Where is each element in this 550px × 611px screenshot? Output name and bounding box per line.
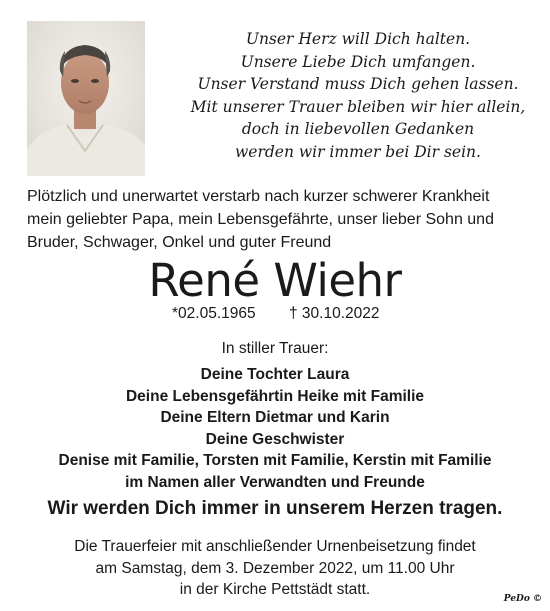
- publisher-logo: PeDo ©: [503, 594, 542, 604]
- portrait-photo: [27, 21, 145, 176]
- intro-line: Bruder, Schwager, Onkel und guter Freund: [27, 234, 332, 251]
- motto: Wir werden Dich immer in unserem Herzen tragen.: [47, 498, 503, 519]
- funeral-info: [0, 536, 550, 601]
- family-line: im Namen aller Verwandten und Freunde: [125, 473, 425, 491]
- family-line: Deine Eltern Dietmar und Karin: [160, 409, 390, 426]
- intro-text: [27, 185, 537, 254]
- death-date: † 30.10.2022: [289, 305, 380, 322]
- intro-line: mein geliebter Papa, mein Lebensgefährte, unser lieber Sohn und: [27, 211, 494, 228]
- poem-line: Mit unserer Trauer bleiben wir hier allein,: [190, 97, 526, 116]
- poem-line: werden wir immer bei Dir sein.: [235, 142, 481, 161]
- poem-line: Unser Herz will Dich halten.: [245, 30, 471, 48]
- family-list: [0, 364, 550, 493]
- family-line: Deine Lebensgefährtin Heike mit Familie: [125, 387, 425, 405]
- mourning-label: In stiller Trauer:: [221, 340, 329, 357]
- birth-date: *02.05.1965: [172, 305, 256, 322]
- funeral-line: in der Kirche Pettstädt statt.: [179, 581, 371, 598]
- deceased-name: René Wiehr: [148, 254, 402, 307]
- intro-line: Plötzlich und unerwartet verstarb nach kurzer schwerer Krankheit: [27, 188, 490, 205]
- funeral-line: Die Trauerfeier mit anschließender Urnenbeisetzung findet: [74, 538, 476, 555]
- poem: [168, 28, 548, 163]
- family-line: Deine Geschwister: [205, 430, 345, 448]
- poem-line: Unser Verstand muss Dich gehen lassen.: [197, 75, 519, 93]
- poem-line: doch in liebevollen Gedanken: [241, 120, 475, 138]
- family-line: Deine Tochter Laura: [200, 366, 350, 383]
- poem-line: Unsere Liebe Dich umfangen.: [240, 52, 476, 71]
- funeral-line: am Samstag, dem 3. Dezember 2022, um 11.00 Uhr: [95, 559, 455, 577]
- family-line: Denise mit Familie, Torsten mit Familie, Kerstin mit Familie: [58, 452, 492, 469]
